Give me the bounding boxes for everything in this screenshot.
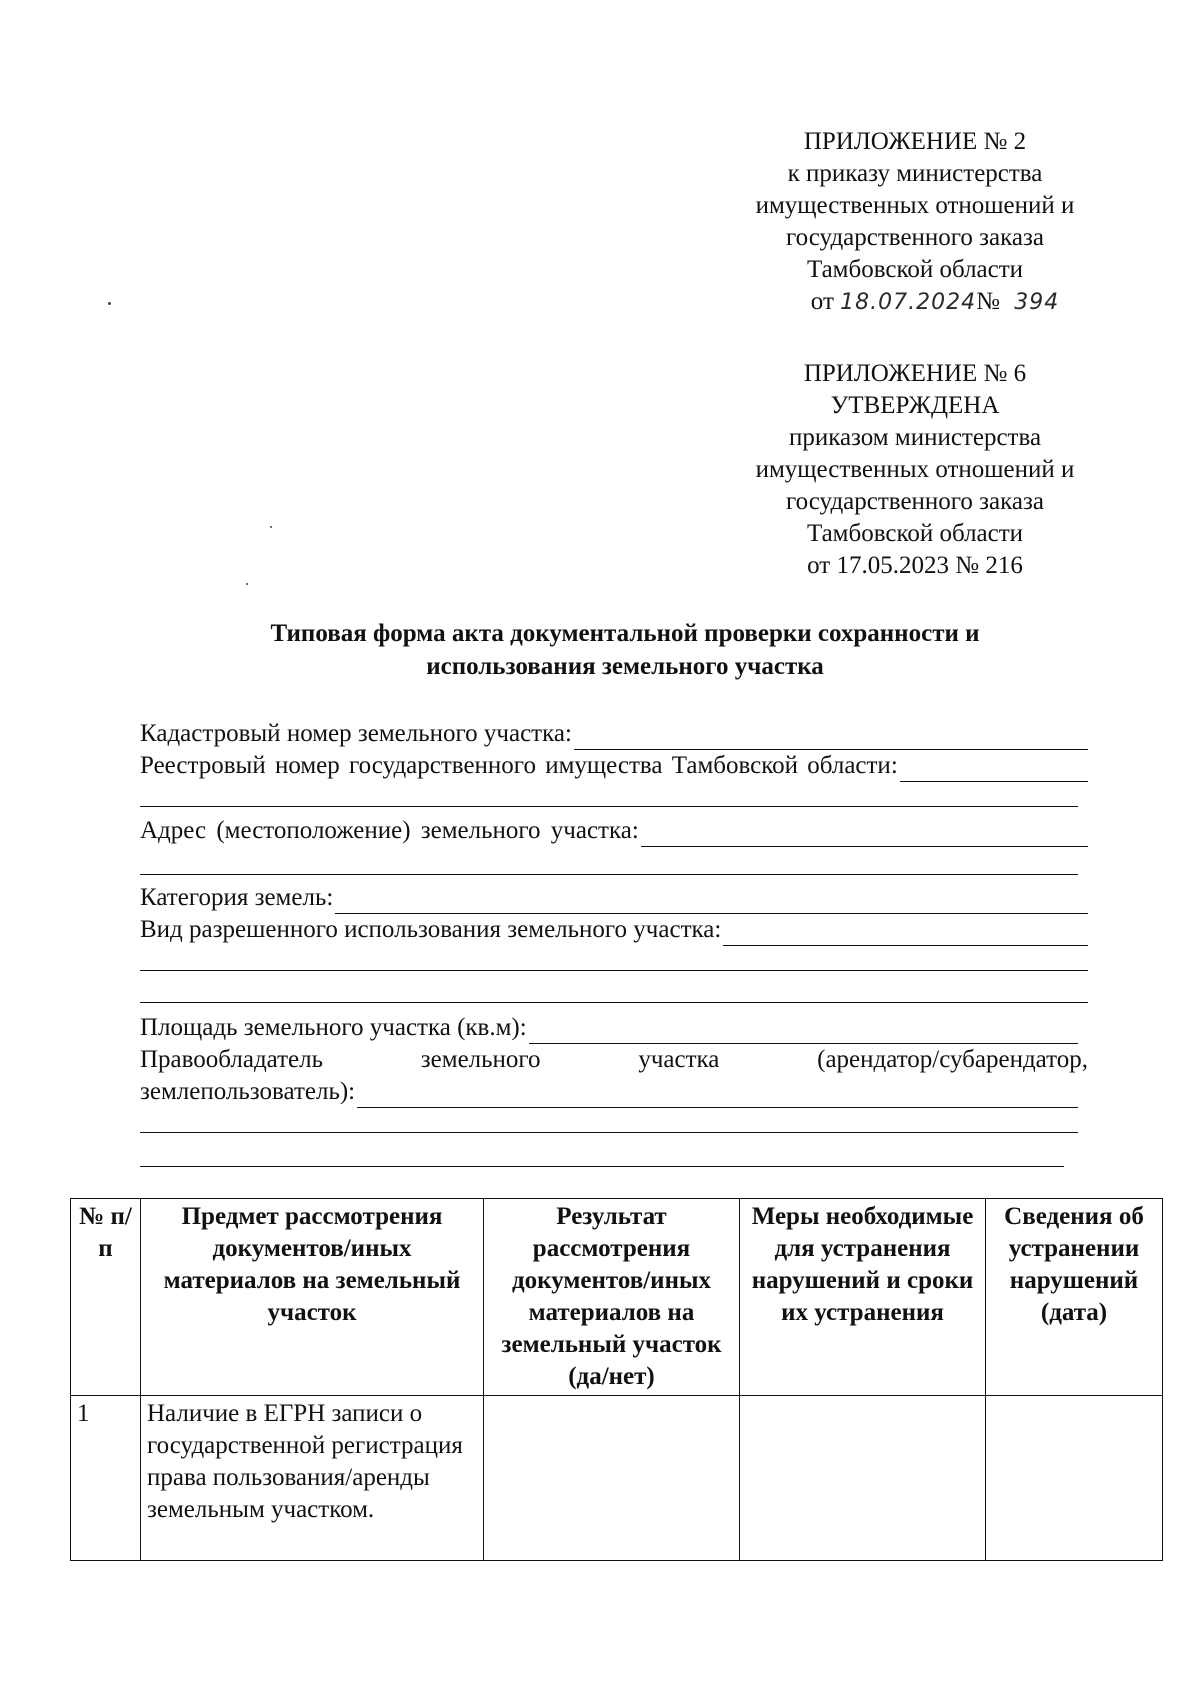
address-label: Адрес (местоположение) земельного участка: — [140, 817, 639, 844]
appendix-2-line-2: имущественных отношений и — [755, 192, 1075, 219]
row-elimination-cell[interactable] — [986, 1396, 1163, 1561]
number-prefix: № — [976, 288, 1000, 315]
handwritten-number: 394 — [1014, 290, 1060, 315]
registry-number-field — [140, 750, 1088, 782]
cadastral-number-label: Кадастровый номер земельного участка: — [140, 720, 572, 747]
appendix-6-line-2: имущественных отношений и — [755, 456, 1075, 483]
appendix-2-line-4: Тамбовской области — [806, 256, 1024, 283]
area-field — [140, 1012, 1078, 1044]
land-category-label: Категория земель: — [140, 884, 334, 911]
header-elimination: Сведения об устранении нарушений (дата) — [986, 1199, 1163, 1396]
appendix-2-date-line — [700, 286, 1130, 319]
appendix-2-title: ПРИЛОЖЕНИЕ № 2 — [803, 128, 1027, 155]
scan-speck — [246, 583, 248, 585]
owner-field-line — [140, 1044, 1088, 1076]
permitted-use-blank-line-3[interactable] — [140, 1002, 1088, 1003]
form-title-line-2: использования земельного участка — [426, 653, 824, 680]
appendix-6-block — [700, 358, 1130, 582]
registry-number-blank-continuation[interactable] — [140, 806, 1078, 807]
appendix-2-block — [700, 126, 1130, 319]
owner-continuation-field — [140, 1076, 1078, 1108]
row-measures-cell[interactable] — [740, 1396, 986, 1561]
appendix-6-line-1: приказом министерства — [788, 424, 1042, 451]
checks-table — [70, 1198, 1163, 1561]
header-measures: Меры необходимые для устранения нарушений и сроки их устранения — [740, 1199, 986, 1396]
form-title — [160, 617, 1090, 683]
owner-blank[interactable] — [357, 1083, 1078, 1108]
appendix-2-line-1: к приказу министерства — [787, 160, 1043, 187]
land-category-field — [140, 882, 1088, 914]
appendix-6-date-line: от 17.05.2023 № 216 — [807, 552, 1023, 579]
header-number: № п/п — [71, 1199, 141, 1396]
permitted-use-blank[interactable] — [723, 921, 1088, 946]
appendix-6-title: ПРИЛОЖЕНИЕ № 6 — [803, 360, 1027, 387]
cadastral-number-field — [140, 718, 1088, 750]
area-blank[interactable] — [529, 1019, 1078, 1044]
permitted-use-label: Вид разрешенного использования земельного участка: — [140, 916, 722, 943]
registry-number-label: Реестровый номер государственного имущества Тамбовской области: — [140, 752, 898, 779]
handwritten-date: 18.07.2024 — [840, 290, 977, 315]
address-blank[interactable] — [641, 822, 1088, 847]
cadastral-number-blank[interactable] — [574, 725, 1088, 750]
scan-speck — [270, 526, 272, 528]
row-subject-cell: Наличие в ЕГРН записи о государственной регистрация права пользования/аренды земельным участком. — [141, 1396, 484, 1561]
appendix-6-line-4: Тамбовской области — [806, 520, 1024, 547]
owner-word-2: земельного — [420, 1046, 541, 1073]
owner-blank-line-2[interactable] — [140, 1132, 1078, 1133]
land-category-blank[interactable] — [335, 889, 1088, 914]
row-number-cell: 1 — [71, 1396, 141, 1561]
form-title-line-1: Типовая форма акта документальной проверки сохранности и — [270, 620, 980, 647]
address-blank-continuation[interactable] — [140, 874, 1078, 875]
area-label: Площадь земельного участка (кв.м): — [140, 1014, 527, 1041]
date-prefix: от — [810, 288, 834, 315]
owner-word-4: (арендатор/субарендатор, — [817, 1046, 1088, 1073]
appendix-6-line-3: государственного заказа — [786, 488, 1044, 515]
header-result: Результат рассмотрения документов/иных материалов на земельный участок (да/нет) — [484, 1199, 740, 1396]
row-result-cell[interactable] — [484, 1396, 740, 1561]
owner-word-1: Правообладатель — [140, 1046, 324, 1073]
registry-number-blank[interactable] — [900, 757, 1088, 782]
scan-speck — [108, 302, 111, 305]
owner-word-3: участка — [638, 1046, 720, 1073]
table-header-row — [71, 1199, 1163, 1396]
owner-blank-line-3[interactable] — [140, 1166, 1064, 1167]
permitted-use-blank-line-2[interactable] — [140, 970, 1088, 971]
permitted-use-field — [140, 914, 1088, 946]
approved-label: УТВЕРЖДЕНА — [830, 392, 1000, 419]
table-row — [71, 1396, 1163, 1561]
address-field — [140, 815, 1088, 847]
appendix-2-line-3: государственного заказа — [786, 224, 1044, 251]
header-subject: Предмет рассмотрения документов/иных материалов на земельный участок — [141, 1199, 484, 1396]
owner-continuation-label: землепользователь): — [140, 1078, 356, 1105]
